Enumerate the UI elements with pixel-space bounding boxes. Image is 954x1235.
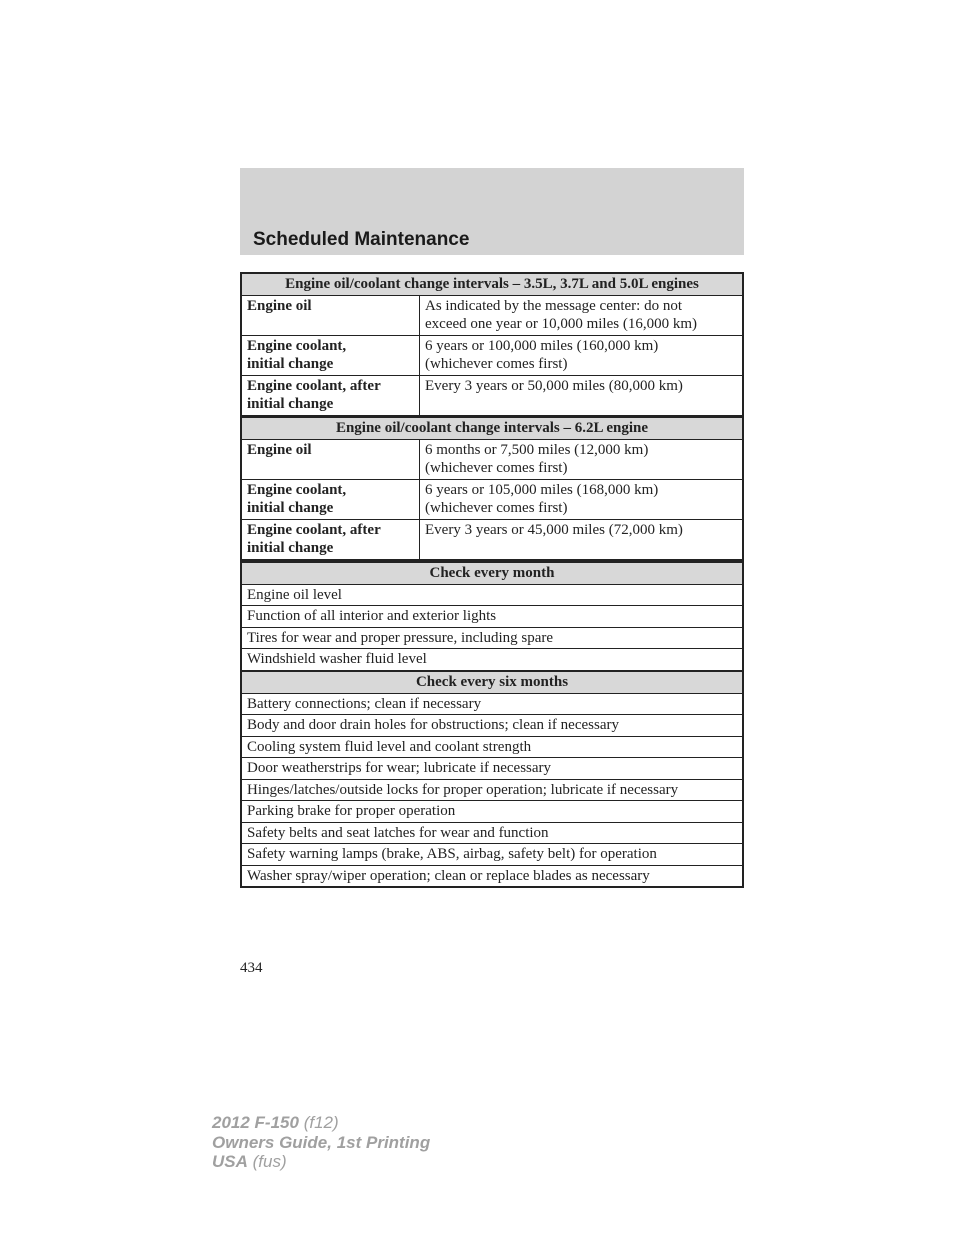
list-item: Parking brake for proper operation: [241, 801, 743, 823]
oil-coolant-table-62: [240, 416, 744, 561]
table-row: [241, 627, 743, 649]
row-label: Engine coolant, after initial change: [241, 375, 420, 416]
footer-region-code: (fus): [252, 1152, 287, 1171]
list-item: Hinges/latches/outside locks for proper operation; lubricate if necessary: [241, 779, 743, 801]
list-item: Engine oil level: [241, 584, 743, 606]
table-row: [241, 479, 743, 519]
table-row: [241, 715, 743, 737]
oil-coolant-table-35-37-50: [240, 272, 744, 417]
list-item: Tires for wear and proper pressure, including spare: [241, 627, 743, 649]
table-row: [241, 519, 743, 560]
footer-guide: Owners Guide, 1st Printing: [212, 1132, 431, 1152]
check-six-months-table: [240, 670, 744, 888]
table-row: [241, 779, 743, 801]
table-row: [241, 844, 743, 866]
row-label: Engine oil: [241, 295, 420, 335]
table-title: Engine oil/coolant change intervals – 6.2L engine: [241, 417, 743, 439]
footer-model-code: (f12): [303, 1113, 339, 1132]
list-item: Cooling system fluid level and coolant strength: [241, 736, 743, 758]
table-row: [241, 606, 743, 628]
row-value: 6 years or 100,000 miles (160,000 km) (whichever comes first): [420, 335, 744, 375]
row-label: Engine coolant, initial change: [241, 335, 420, 375]
table-row: [241, 801, 743, 823]
footer-imprint: [212, 1113, 430, 1172]
footer-region: USA: [212, 1152, 248, 1171]
row-value: 6 months or 7,500 miles (12,000 km) (whichever comes first): [420, 439, 744, 479]
row-label: Engine coolant, after initial change: [241, 519, 420, 560]
check-monthly-table: [240, 561, 744, 672]
section-header-band: [240, 168, 744, 255]
table-row: [241, 822, 743, 844]
page-number: 434: [240, 960, 263, 976]
list-item: Safety warning lamps (brake, ABS, airbag, safety belt) for operation: [241, 844, 743, 866]
list-item: Body and door drain holes for obstructions; clean if necessary: [241, 715, 743, 737]
table-row: [241, 375, 743, 416]
table-row: [241, 758, 743, 780]
table-row: [241, 693, 743, 715]
list-item: Washer spray/wiper operation; clean or replace blades as necessary: [241, 865, 743, 887]
footer-model: 2012 F-150: [212, 1113, 299, 1132]
table-row: [241, 649, 743, 671]
table-row: [241, 865, 743, 887]
table-row: [241, 439, 743, 479]
table-row: [241, 295, 743, 335]
row-value: Every 3 years or 50,000 miles (80,000 km): [420, 375, 744, 416]
list-item: Safety belts and seat latches for wear and function: [241, 822, 743, 844]
table-title: Check every month: [241, 562, 743, 584]
row-label: Engine coolant, initial change: [241, 479, 420, 519]
row-value: 6 years or 105,000 miles (168,000 km) (whichever comes first): [420, 479, 744, 519]
row-value: Every 3 years or 45,000 miles (72,000 km): [420, 519, 744, 560]
row-label: Engine oil: [241, 439, 420, 479]
row-value: As indicated by the message center: do not exceed one year or 10,000 miles (16,000 km): [420, 295, 744, 335]
section-title: Scheduled Maintenance: [253, 229, 470, 250]
table-title: Engine oil/coolant change intervals – 3.5L, 3.7L and 5.0L engines: [241, 273, 743, 295]
list-item: Battery connections; clean if necessary: [241, 693, 743, 715]
table-row: [241, 736, 743, 758]
table-row: [241, 335, 743, 375]
table-row: [241, 584, 743, 606]
list-item: Door weatherstrips for wear; lubricate if necessary: [241, 758, 743, 780]
list-item: Windshield washer fluid level: [241, 649, 743, 671]
list-item: Function of all interior and exterior lights: [241, 606, 743, 628]
table-title: Check every six months: [241, 671, 743, 693]
